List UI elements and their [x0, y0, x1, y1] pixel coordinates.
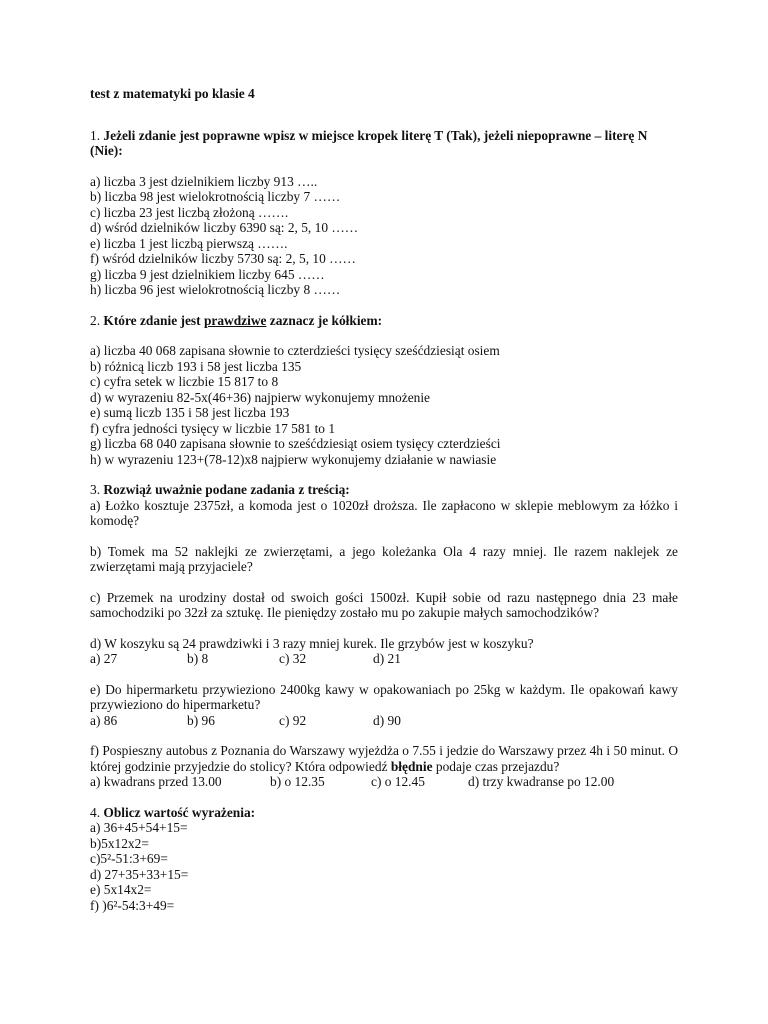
question-number: 2.: [90, 312, 101, 328]
question-1: [90, 128, 678, 298]
question-1-instruction: Jeżeli zdanie jest poprawne wpisz w miejsce kropek literę T (Tak), jeżeli niepoprawne – literę N (Nie):: [90, 127, 648, 158]
answer-options: [90, 651, 678, 667]
statement-item: b) różnicą liczb 193 i 58 jest liczba 135: [90, 358, 302, 374]
answer-option: d) 21: [373, 651, 401, 666]
question-4-heading: [90, 805, 678, 821]
expression-item: d) 27+35+33+15=: [90, 866, 189, 882]
statement-item: c) liczba 23 jest liczbą złożoną …….: [90, 204, 289, 220]
statement-item: a) liczba 40 068 zapisana słownie to czterdzieści tysięcy sześćdziesiąt osiem: [90, 343, 500, 358]
statement-item: f) wśród dzielników liczby 5730 są: 2, 5, 10 ……: [90, 251, 356, 266]
question-4-items: [90, 820, 678, 913]
word-problem-f-text: [90, 743, 678, 774]
question-1-items: [90, 174, 678, 298]
question-4-instruction: Oblicz wartość wyrażenia:: [103, 804, 256, 820]
question-2-heading: [90, 313, 678, 329]
statement-item: e) sumą liczb 135 i 58 jest liczba 193: [90, 405, 290, 420]
question-2-items: [90, 343, 678, 467]
question-1-heading: [90, 128, 678, 159]
question-3-heading: [90, 482, 678, 498]
expression-item: f) )6²-54:3+49=: [90, 897, 175, 913]
answer-option: a) kwadrans przed 13.00: [90, 774, 222, 789]
statement-item: e) liczba 1 jest liczbą pierwszą …….: [90, 235, 288, 251]
statement-item: a) liczba 3 jest dzielnikiem liczby 913 …..: [90, 173, 318, 189]
word-problem-f-emphasis: błędnie: [390, 758, 433, 774]
answer-option: a) 27: [90, 651, 118, 666]
answer-option: a) 86: [90, 712, 118, 728]
word-problem-e: [90, 682, 678, 729]
answer-option: b) o 12.35: [270, 774, 325, 789]
answer-options: [90, 713, 678, 729]
expression-item: c)5²-51:3+69=: [90, 851, 168, 866]
statement-item: h) w wyrazeniu 123+(78-12)x8 najpierw wykonujemy działanie w nawiasie: [90, 451, 497, 467]
statement-item: h) liczba 96 jest wielokrotnością liczby 8 ……: [90, 282, 341, 297]
document-content: [90, 86, 678, 928]
question-number: 3.: [90, 482, 101, 497]
question-4: [90, 805, 678, 914]
word-problem-d-text: d) W koszyku są 24 prawdziwki i 3 razy mniej kurek. Ile grzybów jest w koszyku?: [90, 635, 534, 651]
word-problem-c: c) Przemek na urodziny dostał od swoich gości 1500zł. Kupił sobie od razu następnego dnia 23 małe samochodziki po 32zł za sztukę. Ile pieniędzy zostało mu po zakupie małych samochodzików?: [90, 589, 678, 620]
answer-options: [90, 774, 678, 790]
expression-item: a) 36+45+54+15=: [90, 820, 188, 835]
answer-option: b) 8: [187, 651, 209, 666]
question-2: [90, 313, 678, 468]
question-3-instruction: Rozwiąż uważnie podane zadania z treścią:: [103, 482, 350, 497]
expression-item: e) 5x14x2=: [90, 882, 152, 897]
word-problem-e-text: e) Do hipermarketu przywieziono 2400kg kawy w opakowaniach po 25kg w każdym. Ile opakowań kawy przywieziono do hipermarketu?: [90, 681, 678, 712]
word-problem-f-text-start: f) Pospieszny autobus z Poznania do Warszawy wyjeżdża o 7.55 i jedzie do Warszawy przez 4h i 50 minut. O której godzinie przyjedzie do stolicy? Która odpowiedź: [90, 743, 678, 774]
word-problem-a: a) Łożko kosztuje 2375zł, a komoda jest o 1020zł droższa. Ile zapłacono w sklepie meblowym za łóżko i komodę?: [90, 497, 678, 528]
answer-option: d) 90: [373, 712, 401, 728]
answer-option: c) o 12.45: [371, 774, 425, 789]
answer-option: c) 32: [279, 651, 307, 666]
question-2-instruction-emphasis: prawdziwe: [203, 312, 267, 328]
question-number: 4.: [90, 804, 101, 820]
statement-item: d) w wyrazeniu 82-5x(46+36) najpierw wykonujemy mnożenie: [90, 389, 430, 405]
question-3: [90, 482, 678, 790]
question-number: 1.: [90, 127, 101, 143]
statement-item: g) liczba 9 jest dzielnikiem liczby 645 ……: [90, 266, 325, 282]
statement-item: g) liczba 68 040 zapisana słownie to sześćdziesiąt osiem tysięcy czterdzieści: [90, 436, 501, 451]
question-2-instruction-start: Które zdanie jest: [103, 312, 201, 328]
word-problem-f: [90, 743, 678, 790]
test-title: test z matematyki po klasie 4: [90, 86, 255, 101]
word-problem-b: b) Tomek ma 52 naklejki ze zwierzętami, a jego koleżanka Ola 4 razy mniej. Ile razem naklejek ze zwierzętami mają przyjaciele?: [90, 543, 678, 574]
statement-item: c) cyfra setek w liczbie 15 817 to 8: [90, 374, 279, 389]
answer-option: b) 96: [187, 712, 215, 728]
expression-item: b)5x12x2=: [90, 835, 149, 851]
statement-item: d) wśród dzielników liczby 6390 są: 2, 5, 10 ……: [90, 220, 359, 235]
statement-item: f) cyfra jedności tysięcy w liczbie 17 581 to 1: [90, 420, 336, 436]
word-problem-d: [90, 636, 678, 667]
answer-option: c) 92: [279, 712, 307, 728]
question-2-instruction-end: zaznacz je kółkiem:: [269, 312, 383, 328]
word-problem-f-text-end: podaje czas przejazdu?: [435, 758, 560, 774]
answer-option: d) trzy kwadranse po 12.00: [468, 774, 615, 789]
statement-item: b) liczba 98 jest wielokrotnością liczby 7 ……: [90, 189, 341, 204]
